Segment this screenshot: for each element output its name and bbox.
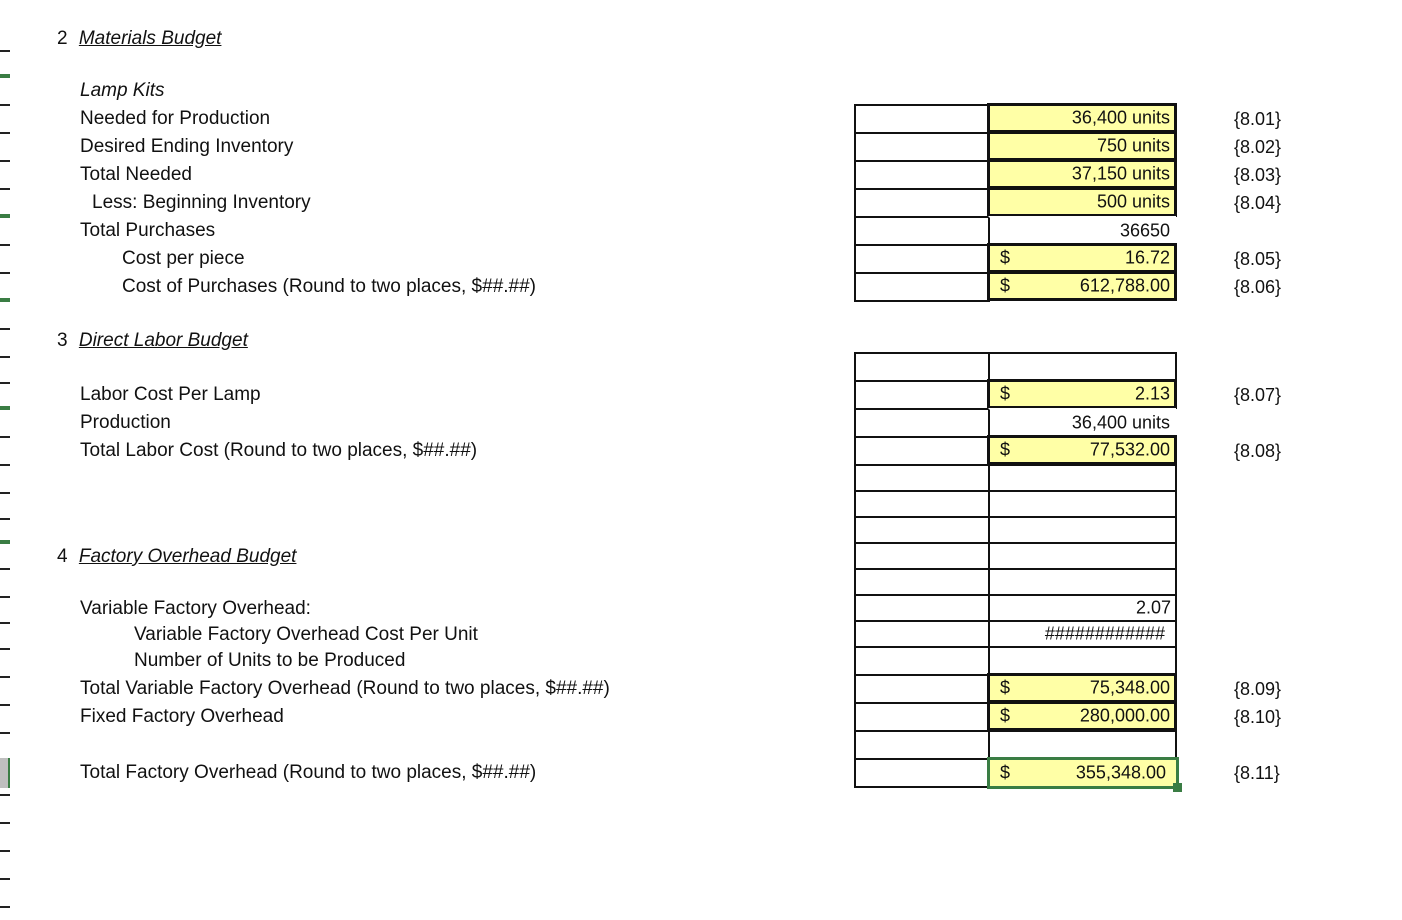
overhead-section-header xyxy=(57,546,296,568)
blank-cell[interactable] xyxy=(854,408,990,438)
cost-per-piece-label: Cost per piece xyxy=(122,248,245,269)
blank-cell[interactable] xyxy=(854,594,990,622)
total-labor-cost-label: Total Labor Cost (Round to two places, $##.##) xyxy=(80,440,478,461)
gutter-divider xyxy=(0,244,10,246)
ref-8-08: {8.08} xyxy=(1234,441,1282,461)
labor-cost-per-lamp-cell[interactable] xyxy=(987,379,1177,409)
ref-8-10: {8.10} xyxy=(1234,707,1282,727)
gutter-marker xyxy=(0,540,10,544)
blank-cell[interactable] xyxy=(854,188,990,218)
total-variable-overhead-cell[interactable] xyxy=(987,673,1177,703)
gutter-divider xyxy=(0,436,10,438)
gutter-marker xyxy=(0,74,10,78)
total-needed-label: Total Needed xyxy=(80,164,192,185)
currency-symbol: $ xyxy=(1000,762,1011,783)
blank-cell[interactable] xyxy=(854,568,990,596)
labor-section-number: 3 xyxy=(57,330,68,351)
needed-for-production-value: 36,400 units xyxy=(1071,107,1170,128)
blank-cell[interactable] xyxy=(854,244,990,274)
production-value: 36,400 units xyxy=(1071,412,1170,433)
needed-for-production-label: Needed for Production xyxy=(80,108,271,129)
labor-cost-per-lamp-label: Labor Cost Per Lamp xyxy=(80,384,261,405)
cost-of-purchases-value: 612,788.00 xyxy=(1079,275,1170,296)
gutter-selected-row xyxy=(0,758,10,788)
units-to-be-produced-cell[interactable] xyxy=(988,646,1177,676)
blank-cell[interactable] xyxy=(988,516,1177,544)
blank-cell[interactable] xyxy=(854,132,990,162)
desired-ending-inventory-value: 750 units xyxy=(1096,135,1170,156)
overhead-section-number: 4 xyxy=(57,546,68,567)
ref-8-04: {8.04} xyxy=(1234,193,1282,213)
gutter-divider xyxy=(0,676,10,678)
gutter-divider xyxy=(0,464,10,466)
total-variable-overhead-label: Total Variable Factory Overhead (Round to two places, $##.##) xyxy=(80,678,610,699)
cost-per-piece-cell[interactable] xyxy=(987,243,1177,273)
gutter-divider xyxy=(0,132,10,134)
gutter-divider xyxy=(0,518,10,520)
currency-symbol: $ xyxy=(1000,705,1011,726)
blank-cell[interactable] xyxy=(854,758,990,788)
currency-symbol: $ xyxy=(1000,383,1011,404)
blank-cell[interactable] xyxy=(854,516,990,544)
blank-cell[interactable] xyxy=(988,464,1177,492)
total-purchases-value: 36650 xyxy=(1119,220,1170,241)
blank-cell[interactable] xyxy=(988,352,1177,382)
materials-section-number: 2 xyxy=(57,28,68,49)
desired-ending-inventory-label: Desired Ending Inventory xyxy=(80,136,294,157)
blank-cell[interactable] xyxy=(854,674,990,704)
row-header-gutter xyxy=(0,0,10,920)
blank-cell[interactable] xyxy=(854,702,990,732)
labor-cost-per-lamp-value: 2.13 xyxy=(1134,383,1170,404)
overhead-section-title: Factory Overhead Budget xyxy=(78,546,297,567)
materials-section-header xyxy=(57,28,221,50)
fill-handle[interactable] xyxy=(1173,783,1182,792)
total-factory-overhead-label: Total Factory Overhead (Round to two places, $##.##) xyxy=(80,762,537,783)
variable-overhead-cost-per-unit-cell[interactable] xyxy=(988,620,1177,648)
total-purchases-label: Total Purchases xyxy=(80,220,216,241)
ref-8-06: {8.06} xyxy=(1234,277,1282,297)
blank-cell[interactable] xyxy=(854,620,990,648)
blank-cell[interactable] xyxy=(988,730,1177,760)
cost-per-piece-value: 16.72 xyxy=(1124,247,1170,268)
gutter-divider xyxy=(0,568,10,570)
blank-cell[interactable] xyxy=(854,104,990,134)
blank-cell[interactable] xyxy=(854,160,990,190)
gutter-divider xyxy=(0,704,10,706)
currency-symbol: $ xyxy=(1000,247,1011,268)
blank-cell[interactable] xyxy=(854,646,990,676)
cost-of-purchases-label: Cost of Purchases (Round to two places, $##.##) xyxy=(122,276,537,297)
ref-8-11: {8.11} xyxy=(1234,763,1280,783)
needed-for-production-cell[interactable] xyxy=(987,103,1177,133)
gutter-marker xyxy=(0,406,10,410)
cost-of-purchases-cell[interactable] xyxy=(987,271,1177,301)
beginning-inventory-cell[interactable] xyxy=(987,187,1177,217)
gutter-divider xyxy=(0,104,10,106)
less-beginning-inventory-label: Less: Beginning Inventory xyxy=(92,192,311,213)
production-label: Production xyxy=(80,412,171,433)
total-labor-cost-value: 77,532.00 xyxy=(1089,439,1170,460)
blank-cell[interactable] xyxy=(854,436,990,466)
production-cell[interactable] xyxy=(988,408,1176,438)
ref-8-09: {8.09} xyxy=(1234,679,1282,699)
gutter-divider xyxy=(0,188,10,190)
gutter-divider xyxy=(0,382,10,384)
blank-cell[interactable] xyxy=(988,568,1177,596)
blank-cell[interactable] xyxy=(854,380,990,410)
beginning-inventory-value: 500 units xyxy=(1096,191,1170,212)
currency-symbol: $ xyxy=(1000,439,1011,460)
materials-section-title: Materials Budget xyxy=(78,28,222,49)
total-needed-cell[interactable] xyxy=(987,159,1177,189)
labor-section-title: Direct Labor Budget xyxy=(78,330,248,351)
gutter-divider xyxy=(0,906,10,908)
ref-8-05: {8.05} xyxy=(1234,249,1282,269)
blank-cell[interactable] xyxy=(854,490,990,518)
total-labor-cost-cell[interactable] xyxy=(987,435,1177,465)
total-variable-overhead-value: 75,348.00 xyxy=(1089,677,1170,698)
blank-cell[interactable] xyxy=(854,272,990,302)
fixed-overhead-label: Fixed Factory Overhead xyxy=(80,706,284,727)
variable-overhead-cell[interactable] xyxy=(988,594,1177,622)
lamp-kits-subheading: Lamp Kits xyxy=(80,80,165,101)
blank-cell[interactable] xyxy=(854,464,990,492)
currency-symbol: $ xyxy=(1000,275,1011,296)
variable-overhead-cost-per-unit-value: ############ xyxy=(1044,623,1165,644)
variable-overhead-label: Variable Factory Overhead: xyxy=(80,598,311,619)
gutter-divider xyxy=(0,622,10,624)
total-factory-overhead-cell[interactable] xyxy=(987,757,1179,789)
ref-8-01: {8.01} xyxy=(1234,109,1282,129)
ref-8-02: {8.02} xyxy=(1234,137,1282,157)
gutter-divider xyxy=(0,648,10,650)
blank-cell[interactable] xyxy=(988,490,1177,518)
total-purchases-cell[interactable] xyxy=(988,216,1176,246)
blank-cell[interactable] xyxy=(854,352,990,382)
gutter-divider xyxy=(0,822,10,824)
gutter-divider xyxy=(0,50,10,52)
currency-symbol: $ xyxy=(1000,677,1011,698)
fixed-overhead-value: 280,000.00 xyxy=(1079,705,1170,726)
variable-overhead-cost-per-unit-label: Variable Factory Overhead Cost Per Unit xyxy=(134,624,478,645)
units-to-be-produced-label: Number of Units to be Produced xyxy=(134,650,406,671)
gutter-divider xyxy=(0,850,10,852)
gutter-divider xyxy=(0,160,10,162)
total-needed-value: 37,150 units xyxy=(1071,163,1170,184)
ref-8-07: {8.07} xyxy=(1234,385,1282,405)
variable-overhead-value: 2.07 xyxy=(1135,597,1171,618)
gutter-divider xyxy=(0,732,10,734)
labor-section-header xyxy=(57,330,248,352)
gutter-marker xyxy=(0,298,10,302)
gutter-divider xyxy=(0,328,10,330)
gutter-divider xyxy=(0,794,10,796)
desired-ending-inventory-cell[interactable] xyxy=(987,131,1177,161)
gutter-marker xyxy=(0,214,10,218)
gutter-divider xyxy=(0,596,10,598)
blank-cell[interactable] xyxy=(854,730,990,760)
gutter-divider xyxy=(0,878,10,880)
fixed-overhead-cell[interactable] xyxy=(987,701,1177,731)
ref-8-03: {8.03} xyxy=(1234,165,1282,185)
blank-cell[interactable] xyxy=(988,542,1177,570)
gutter-divider xyxy=(0,492,10,494)
gutter-divider xyxy=(0,272,10,274)
total-factory-overhead-value: 355,348.00 xyxy=(1075,762,1166,783)
blank-cell[interactable] xyxy=(854,216,990,246)
gutter-divider xyxy=(0,356,10,358)
blank-cell[interactable] xyxy=(854,542,990,570)
